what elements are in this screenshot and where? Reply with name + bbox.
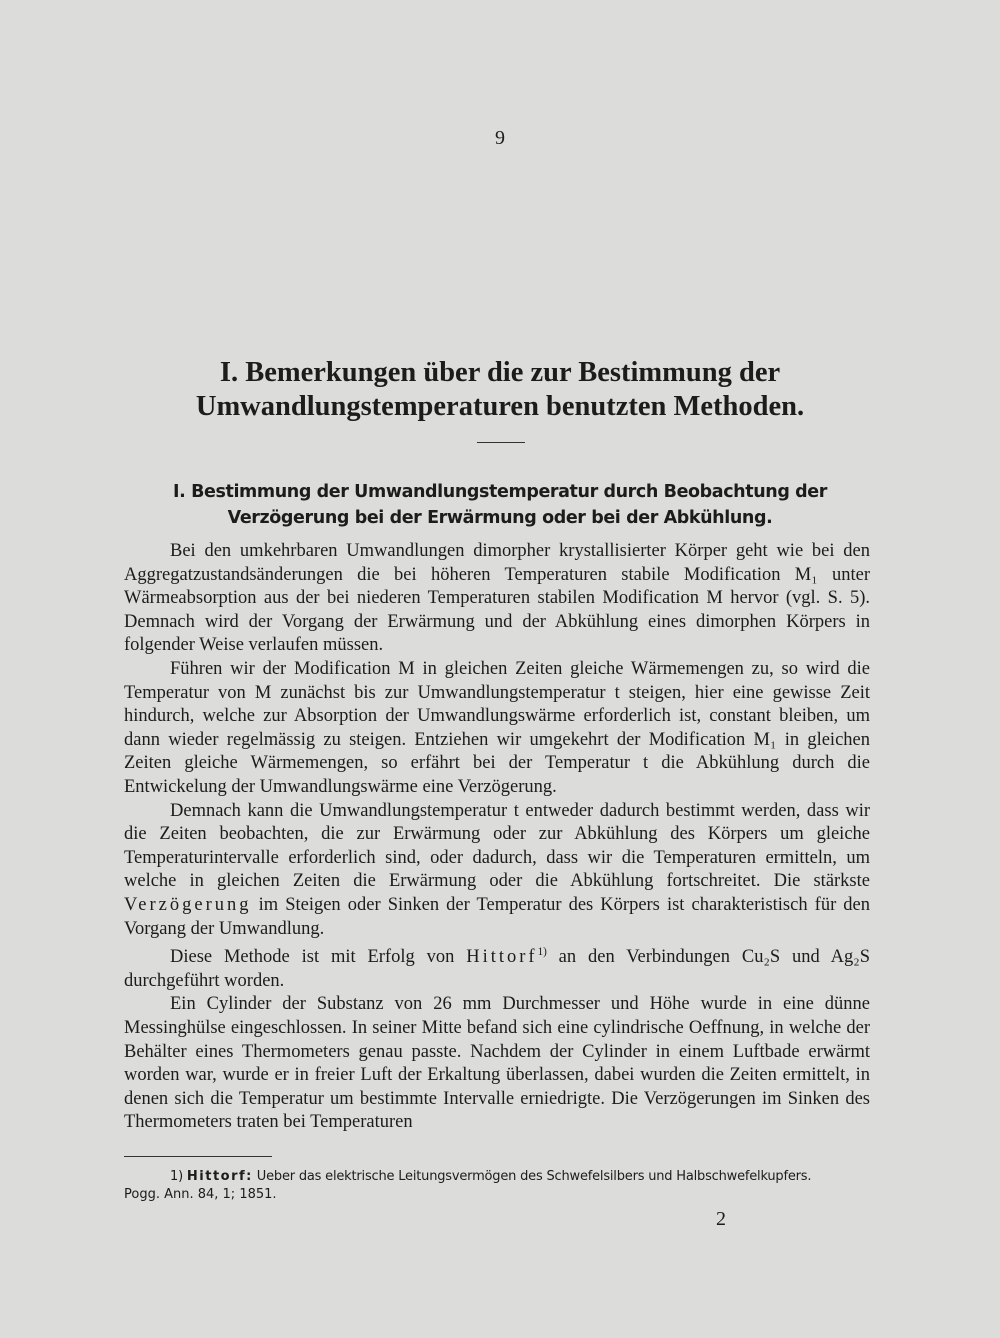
- printer-signature: 2: [716, 1208, 726, 1230]
- footnote: [124, 1168, 870, 1204]
- body-text: [124, 540, 870, 1135]
- paragraph-4-part-a: Diese Methode ist mit Erfolg von: [170, 947, 455, 968]
- footnote-marker: 1): [170, 1169, 183, 1184]
- footnote-citation: Pogg. Ann. 84, 1; 1851.: [124, 1187, 277, 1202]
- footnote-author: Hittorf:: [186, 1169, 253, 1184]
- paragraph-2: Führen wir der Modification M in gleichen Zeiten gleiche Wärmemengen zu, so wird die Temperatur von M zunächst bis zur Umwandlungstemperatur t steigen, hier eine gewisse Zeit hindurch, welche zur Absorption der Umwandlungswärme erforderlich ist, constant bleiben, um dann wieder regelmässig zu steigen. Entziehen wir umgekehrt der Modification M₁ in gleichen Zeiten gleiche Wärmemengen, so erfährt bei der Temperatur t die Abkühlung durch die Entwickelung der Umwandlungswärme eine Verzögerung.: [124, 658, 870, 797]
- footnote-reference: 1): [537, 946, 547, 959]
- paragraph-5: Ein Cylinder der Substanz von 26 mm Durchmesser und Höhe wurde in eine dünne Messinghülse eingeschlossen. In seiner Mitte befand sich eine cylindrische Oeffnung, in welche der Behälter eines Thermometers genau passte. Nachdem der Cylinder in einem Luftbade erwärmt worden war, wurde er in freier Luft der Erkaltung überlassen, dabei wurden die Zeiten ermittelt, in denen sich die Temperatur um bestimmte Intervalle erniedrigte. Die Verzögerungen im Sinken des Thermometers traten bei Temperaturen: [124, 994, 870, 1133]
- page-number: 9: [495, 127, 505, 149]
- paragraph-3: [124, 800, 870, 942]
- footnote-line: [124, 1168, 870, 1186]
- paragraph-1: Bei den umkehrbaren Umwandlungen dimorpher krystallisierter Körper geht wie bei den Aggregatzustandsänderungen die bei höheren Temperaturen stabile Modification M₁ unter Wärmeabsorption aus der bei niederen Temperaturen stabilen Modification M hervor (vgl. S. 5). Demnach wird der Vorgang der Erwärmung und der Abkühlung eines dimorphen Körpers in folgender Weise verlaufen müssen.: [124, 541, 870, 656]
- paragraph-4: [124, 941, 870, 993]
- title-divider: [477, 442, 525, 443]
- footnote-divider: [124, 1156, 272, 1157]
- footnote-text: Ueber das elektrische Leitungsvermögen des Schwefelsilbers und Halbschwefelkupfers.: [256, 1169, 812, 1184]
- author-name-hittorf: Hittorf: [466, 947, 538, 968]
- paragraph-3-part-a: Demnach kann die Umwandlungstemperatur t entweder dadurch bestimmt werden, dass wir die Zeiten beobachten, die zur Erwärmung oder zur Abkühlung des Körpers um gleiche Temperaturintervalle erforderlich sind, oder dadurch, dass wir die Temperaturen ermitteln, um welche in gleichen Zeiten die Erwärmung oder die Abkühlung fortschreitet. Die stärkste: [124, 800, 870, 892]
- section-heading: I. Bestimmung der Umwandlungstemperatur durch Beobachtung der Verzögerung bei der Erwärmung oder bei der Abkühlung.: [173, 482, 827, 528]
- paragraph-3-part-b: im Steigen oder Sinken der Temperatur des Körpers ist charakteristisch für den Vorgang der Umwandlung.: [124, 894, 871, 939]
- emphasis-verzoegerung: Verzögerung: [124, 894, 252, 915]
- paragraph-4-part-b: an den Verbindungen Cu₂S und Ag₂S durchgeführt worden.: [124, 947, 870, 991]
- chapter-title: I. Bemerkungen über die zur Bestimmung der Umwandlungstemperaturen benutzten Methoden.: [195, 357, 805, 422]
